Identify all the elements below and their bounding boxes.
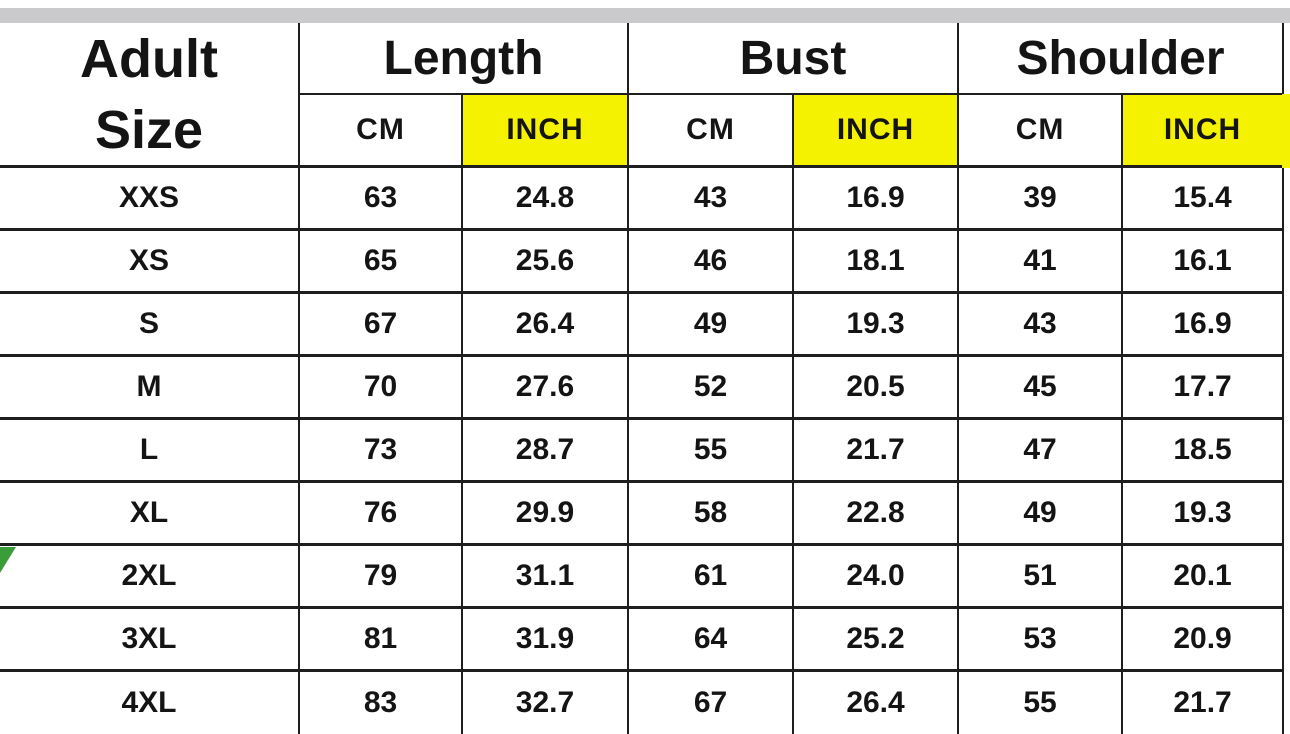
size-label: 2XL xyxy=(0,545,299,608)
table-row xyxy=(0,230,1283,293)
table-row xyxy=(0,293,1283,356)
cell-length-cm: 79 xyxy=(299,545,462,608)
cell-length-inch: 29.9 xyxy=(462,482,628,545)
cell-length-cm: 83 xyxy=(299,671,462,734)
cell-shoulder-inch: 20.1 xyxy=(1122,545,1283,608)
cell-bust-inch: 20.5 xyxy=(793,356,958,419)
cell-shoulder-inch: 19.3 xyxy=(1122,482,1283,545)
cell-length-cm: 67 xyxy=(299,293,462,356)
cell-shoulder-cm: 53 xyxy=(958,608,1122,671)
size-chart-table xyxy=(0,23,1284,734)
group-header-length: Length xyxy=(299,23,628,94)
unit-header-bust-cm: CM xyxy=(628,94,793,166)
table-row xyxy=(0,167,1283,230)
cell-length-inch: 32.7 xyxy=(462,671,628,734)
cell-bust-inch: 21.7 xyxy=(793,419,958,482)
cell-shoulder-inch: 16.9 xyxy=(1122,293,1283,356)
cell-shoulder-inch: 17.7 xyxy=(1122,356,1283,419)
cell-bust-cm: 55 xyxy=(628,419,793,482)
cell-length-cm: 65 xyxy=(299,230,462,293)
cell-bust-cm: 43 xyxy=(628,167,793,230)
unit-header-length-inch: INCH xyxy=(462,94,628,166)
cell-bust-cm: 64 xyxy=(628,608,793,671)
table-row xyxy=(0,356,1283,419)
cell-bust-inch: 18.1 xyxy=(793,230,958,293)
cell-shoulder-inch: 16.1 xyxy=(1122,230,1283,293)
size-label: M xyxy=(0,356,299,419)
cell-length-inch: 28.7 xyxy=(462,419,628,482)
size-header-line2: Size xyxy=(94,99,204,160)
cell-length-cm: 70 xyxy=(299,356,462,419)
cell-bust-inch: 25.2 xyxy=(793,608,958,671)
cell-shoulder-inch: 15.4 xyxy=(1122,167,1283,230)
size-label: 3XL xyxy=(0,608,299,671)
cell-bust-cm: 58 xyxy=(628,482,793,545)
size-header-line1: Adult xyxy=(80,28,218,89)
size-label: S xyxy=(0,293,299,356)
cell-length-inch: 25.6 xyxy=(462,230,628,293)
cell-length-inch: 31.1 xyxy=(462,545,628,608)
cell-bust-inch: 24.0 xyxy=(793,545,958,608)
table-row xyxy=(0,671,1283,734)
cell-shoulder-inch: 21.7 xyxy=(1122,671,1283,734)
unit-header-shoulder-cm: CM xyxy=(958,94,1122,166)
cell-shoulder-cm: 39 xyxy=(958,167,1122,230)
group-header-shoulder: Shoulder xyxy=(958,23,1283,94)
cell-shoulder-cm: 51 xyxy=(958,545,1122,608)
cell-shoulder-cm: 45 xyxy=(958,356,1122,419)
cell-shoulder-cm: 41 xyxy=(958,230,1122,293)
cell-bust-inch: 22.8 xyxy=(793,482,958,545)
top-gray-bar xyxy=(0,8,1290,23)
cell-bust-cm: 46 xyxy=(628,230,793,293)
cell-bust-cm: 67 xyxy=(628,671,793,734)
table-row xyxy=(0,482,1283,545)
inch-header-edge-bleed xyxy=(1282,94,1290,168)
size-label: 4XL xyxy=(0,671,299,734)
cell-length-inch: 31.9 xyxy=(462,608,628,671)
cell-shoulder-cm: 49 xyxy=(958,482,1122,545)
cell-bust-cm: 52 xyxy=(628,356,793,419)
size-label: XS xyxy=(0,230,299,293)
cell-bust-cm: 61 xyxy=(628,545,793,608)
cell-shoulder-cm: 43 xyxy=(958,293,1122,356)
cell-shoulder-cm: 47 xyxy=(958,419,1122,482)
cell-bust-inch: 19.3 xyxy=(793,293,958,356)
cell-shoulder-inch: 20.9 xyxy=(1122,608,1283,671)
cell-length-cm: 76 xyxy=(299,482,462,545)
group-header-bust: Bust xyxy=(628,23,958,94)
table-row xyxy=(0,419,1283,482)
cell-length-inch: 26.4 xyxy=(462,293,628,356)
cell-shoulder-inch: 18.5 xyxy=(1122,419,1283,482)
table-row xyxy=(0,608,1283,671)
table-row xyxy=(0,545,1283,608)
cell-length-cm: 73 xyxy=(299,419,462,482)
cell-bust-inch: 16.9 xyxy=(793,167,958,230)
cell-length-inch: 24.8 xyxy=(462,167,628,230)
size-label: XL xyxy=(0,482,299,545)
unit-header-shoulder-inch: INCH xyxy=(1122,94,1283,166)
cell-length-cm: 81 xyxy=(299,608,462,671)
group-header-row xyxy=(0,23,1283,94)
size-label: L xyxy=(0,419,299,482)
unit-header-bust-inch: INCH xyxy=(793,94,958,166)
unit-header-length-cm: CM xyxy=(299,94,462,166)
size-label: XXS xyxy=(0,167,299,230)
cell-shoulder-cm: 55 xyxy=(958,671,1122,734)
size-column-header xyxy=(0,23,299,167)
cell-length-inch: 27.6 xyxy=(462,356,628,419)
cell-bust-cm: 49 xyxy=(628,293,793,356)
cell-length-cm: 63 xyxy=(299,167,462,230)
cell-bust-inch: 26.4 xyxy=(793,671,958,734)
